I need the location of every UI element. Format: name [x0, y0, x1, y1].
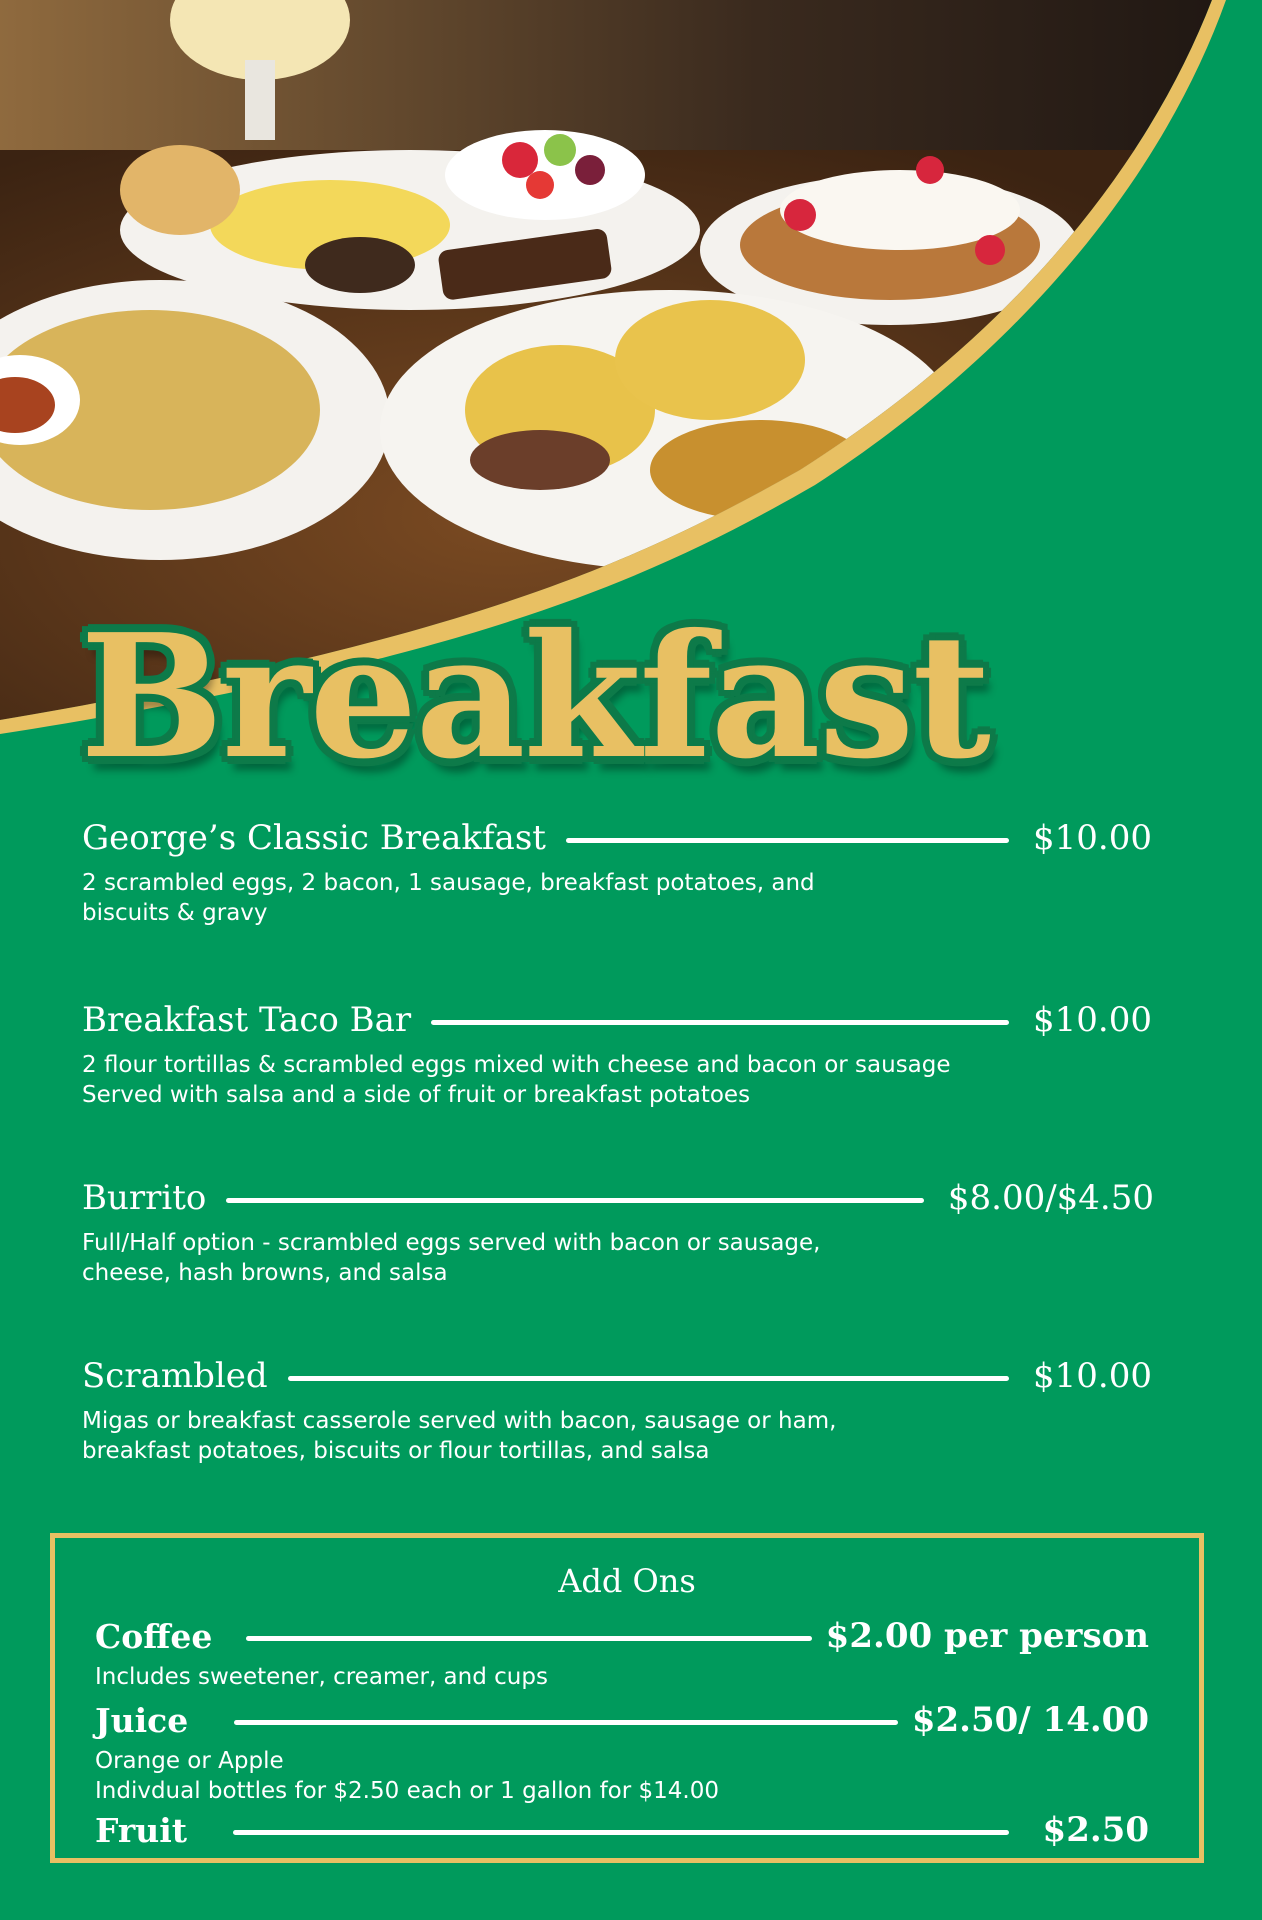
addon-price: $2.50/ 14.00 — [911, 1700, 1149, 1740]
item-name: Breakfast Taco Bar — [82, 1000, 412, 1040]
item-name: Scrambled — [82, 1356, 268, 1396]
item-name: George’s Classic Breakfast — [82, 818, 546, 858]
addons-box — [50, 1533, 1204, 1863]
description-line: 2 scrambled eggs, 2 bacon, 1 sausage, breakfast potatoes, and — [82, 870, 815, 896]
addons-title: Add Ons — [558, 1562, 696, 1600]
description-line: Indivdual bottles for $2.50 each or 1 gallon for $14.00 — [95, 1778, 719, 1804]
description-line: Migas or breakfast casserole served with bacon, sausage or ham, — [82, 1408, 837, 1434]
addon-item — [95, 1616, 1149, 1692]
item-price: $10.00 — [1033, 1356, 1152, 1396]
item-price: $10.00 — [1033, 818, 1152, 858]
item-description — [82, 1406, 1062, 1466]
menu-item — [82, 1000, 1152, 1110]
addon-price: $2.00 per person — [825, 1616, 1149, 1656]
description-line: biscuits & gravy — [82, 900, 268, 926]
addon-name: Coffee — [95, 1616, 213, 1656]
item-name: Burrito — [82, 1178, 207, 1218]
description-line: 2 flour tortillas & scrambled eggs mixed with cheese and bacon or sausage — [82, 1052, 951, 1078]
leader-line — [288, 1376, 1009, 1381]
menu-item — [82, 1178, 1154, 1288]
addon-description — [95, 1662, 1075, 1692]
leader-line — [226, 1198, 923, 1203]
leader-line — [246, 1636, 811, 1641]
leader-line — [431, 1020, 1009, 1025]
addon-item — [95, 1810, 1149, 1850]
item-price: $8.00/$4.50 — [947, 1178, 1154, 1218]
item-description — [82, 1228, 1062, 1288]
leader-line — [233, 1830, 1009, 1835]
addon-description — [95, 1746, 1075, 1806]
description-line: Includes sweetener, creamer, and cups — [95, 1664, 548, 1690]
leader-line — [566, 838, 1009, 843]
menu-title: Breakfast — [80, 597, 989, 797]
menu-item — [82, 1356, 1152, 1466]
leader-line — [234, 1720, 898, 1725]
item-price: $10.00 — [1033, 1000, 1152, 1040]
addon-name: Juice — [95, 1700, 189, 1740]
description-line: breakfast potatoes, biscuits or flour tortillas, and salsa — [82, 1438, 710, 1464]
addon-name: Fruit — [95, 1810, 188, 1850]
addon-item — [95, 1700, 1149, 1806]
description-line: Orange or Apple — [95, 1748, 284, 1774]
description-line: Full/Half option - scrambled eggs served with bacon or sausage, — [82, 1230, 821, 1256]
menu-item — [82, 818, 1152, 928]
description-line: cheese, hash browns, and salsa — [82, 1260, 448, 1286]
addon-price: $2.50 — [1042, 1810, 1149, 1850]
description-line: Served with salsa and a side of fruit or breakfast potatoes — [82, 1082, 751, 1108]
item-description — [82, 868, 1062, 928]
item-description — [82, 1050, 1062, 1110]
